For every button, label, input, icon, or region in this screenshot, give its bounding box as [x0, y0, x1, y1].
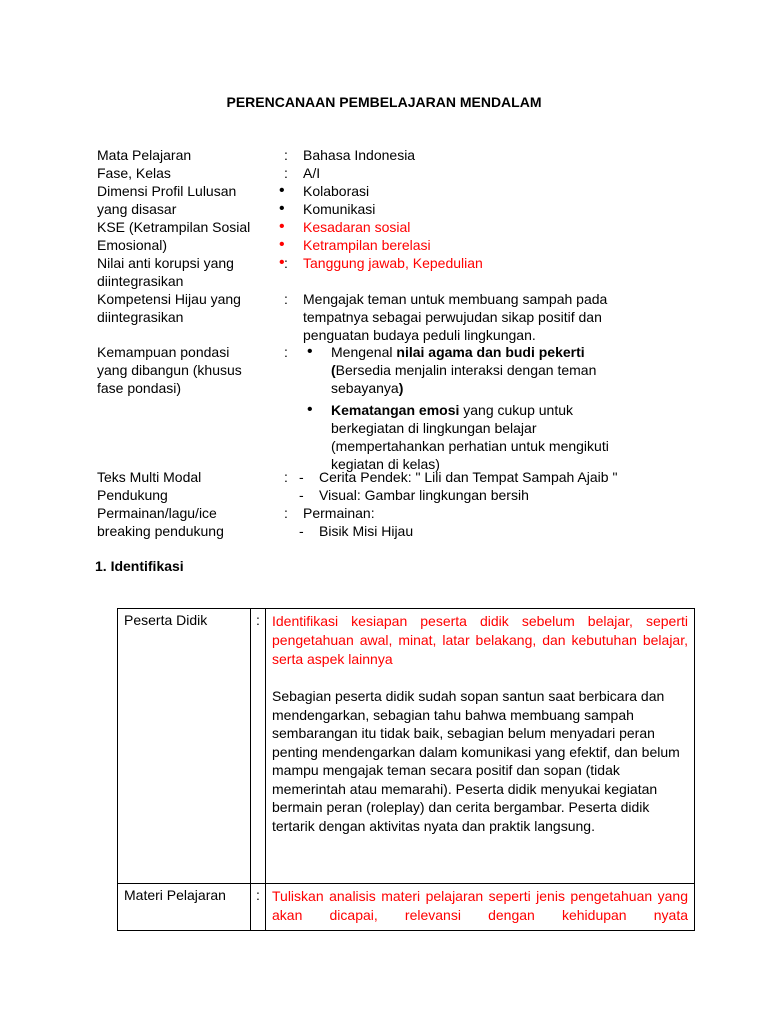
label-line: Kemampuan pondasi	[97, 344, 230, 360]
label-line: Nilai anti korupsi yang	[97, 255, 234, 271]
field-value	[303, 343, 663, 473]
field-label	[97, 504, 275, 540]
label-line: fase pondasi)	[97, 380, 182, 396]
field-value	[275, 254, 615, 272]
item-text: kegiatan di kelas)	[331, 456, 440, 472]
label-line: Permainan/lagu/ice	[97, 505, 217, 521]
row-content	[266, 884, 695, 931]
bullet-list	[275, 182, 615, 218]
paren-close: )	[398, 380, 404, 396]
dash-item: - Bisik Misi Hijau	[297, 522, 637, 540]
colon: :	[284, 344, 288, 360]
field-value: Bahasa Indonesia	[303, 147, 416, 163]
identifikasi-table	[117, 608, 695, 931]
item-text: (mempertahankan perhatian untuk mengikuti	[331, 438, 609, 454]
colon: :	[284, 291, 288, 307]
bullet-list	[303, 343, 663, 473]
section-heading: 1. Identifikasi	[95, 558, 184, 574]
label-line: yang disasar	[97, 201, 177, 217]
body-text: Sebagian peserta didik sudah sopan santun saat berbicara dan mendengarkan, sebagian tahu bahwa membuang sampah sembarangan itu tidak baik, sebagian belum menyadari peran penting mendengarkan dalam komunikasi yang efektif, dan belum mampu mengajak teman secara positif dan sopan (tidak memerintah atau memarahi). Peserta didik menyukai kegiatan bermain peran (roleplay) dan cerita bergambar. Peserta didik tertarik dengan aktivitas nyata dan praktik langsung.	[272, 688, 680, 834]
list-item: • Kesadaran sosial	[275, 218, 615, 236]
field-label	[97, 343, 275, 397]
value-line: Mengajak teman untuk membuang sampah pada	[303, 291, 608, 307]
dash-item: - Visual: Gambar lingkungan bersih	[297, 486, 637, 504]
label-line: KSE (Ketrampilan Sosial	[97, 219, 251, 235]
list-item: • Ketrampilan berelasi	[275, 236, 615, 254]
label-line: Dimensi Profil Lulusan	[97, 183, 237, 199]
colon: :	[284, 147, 288, 163]
row-content	[266, 609, 695, 884]
row-label: Materi Pelajaran	[118, 884, 251, 931]
paren-open: (	[331, 362, 336, 378]
table-row	[118, 609, 695, 884]
label-line: Kompetensi Hijau yang	[97, 291, 241, 307]
document-title: PERENCANAAN PEMBELAJARAN MENDALAM	[226, 94, 542, 110]
colon: :	[284, 165, 288, 181]
dash-item: - Cerita Pendek: " Lili dan Tempat Sampah Ajaib "	[297, 468, 637, 486]
colon: :	[284, 469, 288, 485]
label-line: Teks Multi Modal	[97, 469, 202, 485]
list-item	[303, 343, 663, 397]
item-text: yang cukup untuk	[459, 402, 574, 418]
value-line: tempatnya sebagai perwujudan sikap positif dan	[303, 309, 602, 325]
bullet-list	[275, 254, 615, 272]
item-text: berkegiatan di lingkungan belajar	[331, 420, 537, 436]
field-label: Fase, Kelas	[97, 165, 171, 181]
value-text: Permainan:	[303, 505, 375, 521]
field-value: A/I	[303, 165, 321, 181]
label-line: breaking pendukung	[97, 523, 224, 539]
instruction-text: Identifikasi kesiapan peserta didik sebelum belajar, seperti pengetahuan awal, minat, latar belakang, dan kebutuhan belajar, serta aspek lainnya	[272, 613, 688, 667]
field-label	[97, 290, 275, 326]
field-label	[97, 254, 275, 290]
item-text: Bersedia menjalin interaksi dengan teman	[335, 362, 597, 378]
item-text: sebayanya	[331, 380, 399, 396]
row-colon: :	[251, 609, 266, 884]
field-value	[297, 504, 637, 540]
field-value	[275, 182, 615, 218]
label-line: diintegrasikan	[97, 273, 184, 289]
field-label	[97, 182, 275, 218]
row-colon: :	[251, 884, 266, 931]
colon: :	[284, 505, 288, 521]
item-text: Mengenal	[331, 344, 397, 360]
bullet-list	[275, 218, 615, 254]
instruction-text: Tuliskan analisis materi pelajaran seperti jenis pengetahuan yang akan dicapai, relevansi dengan kehidupan nyata	[272, 888, 688, 923]
label-line: diintegrasikan	[97, 309, 184, 325]
list-item: • Kolaborasi	[275, 182, 615, 200]
label-line: yang dibangun (khusus	[97, 362, 242, 378]
item-bold-text: nilai agama dan budi pekerti	[396, 344, 585, 360]
colon: :	[284, 255, 288, 271]
label-line: Emosional)	[97, 237, 168, 253]
row-label: Peserta Didik	[118, 609, 251, 884]
list-item: • Tanggung jawab, Kepedulian	[275, 254, 615, 272]
field-value	[303, 290, 643, 344]
item-bold-text: Kematangan emosi	[331, 402, 460, 418]
field-label	[97, 468, 275, 504]
list-item: • Komunikasi	[275, 200, 615, 218]
field-value	[275, 218, 615, 254]
field-label: Mata Pelajaran	[97, 147, 192, 163]
list-item	[303, 401, 663, 473]
value-line: penguatan budaya peduli lingkungan.	[303, 327, 536, 343]
label-line: Pendukung	[97, 487, 168, 503]
table-row	[118, 884, 695, 931]
field-value	[297, 468, 637, 504]
field-label	[97, 218, 275, 254]
